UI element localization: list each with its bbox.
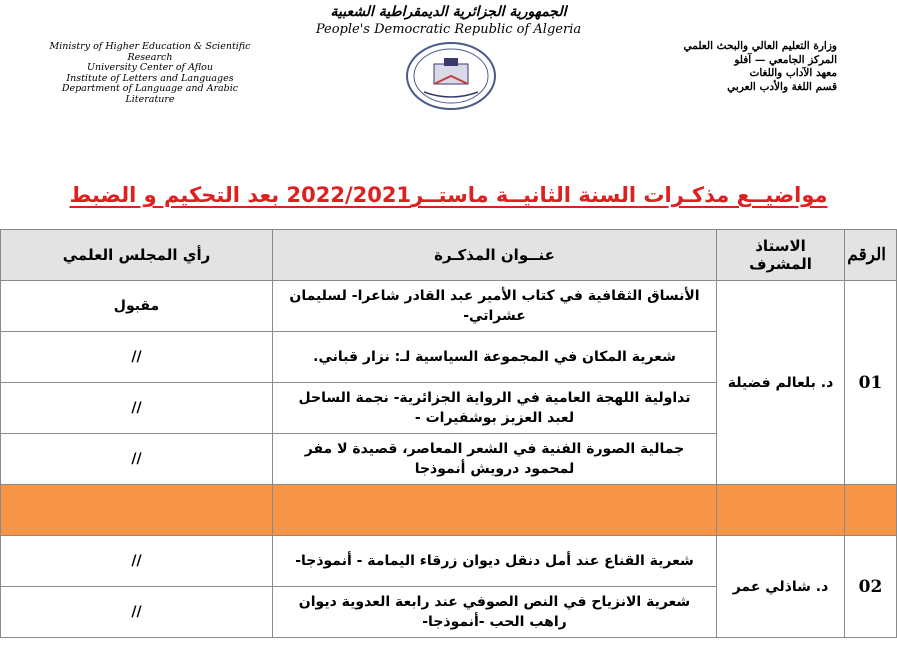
- topic-title: شعرية الانزياح في النص الصوفي عند رابعة العدوية ديوان راهب الحب -أنموذجا-: [273, 587, 717, 638]
- table-header-row: [1, 230, 897, 281]
- group-number: 01: [845, 281, 897, 485]
- council-opinion: //: [1, 383, 273, 434]
- republic-name-english: People's Democratic Republic of Algeria: [315, 22, 582, 37]
- institution-line: قسم اللغة والأدب العربي: [727, 80, 837, 93]
- separator-cell: [845, 485, 897, 536]
- institution-line: University Center of Aflou: [87, 62, 213, 74]
- supervisor-name: د. شاذلي عمر: [717, 536, 845, 638]
- institution-line: Research: [127, 51, 173, 63]
- header-opinion: رأي المجلس العلمي: [1, 230, 273, 281]
- topic-title: شعرية القناع عند أمل دنقل ديوان زرقاء اليمامة - أنموذجا-: [273, 536, 717, 587]
- header-number: الرقم: [845, 230, 897, 281]
- supervisor-name: د. بلعالم فضيلة: [717, 281, 845, 485]
- institution-line: Literature: [125, 93, 175, 105]
- institution-block-arabic: [617, 40, 837, 94]
- topic-title: شعرية المكان في المجموعة السياسية لـ: نزار قباني.: [273, 332, 717, 383]
- separator-row: [1, 485, 897, 536]
- council-opinion: //: [1, 587, 273, 638]
- council-opinion: //: [1, 332, 273, 383]
- council-opinion: //: [1, 536, 273, 587]
- header-supervisor: الاستاذ المشرف: [717, 230, 845, 281]
- institution-line: Institute of Letters and Languages: [66, 72, 234, 84]
- institution-line: معهد الآداب واللغات: [749, 67, 837, 80]
- separator-cell: [1, 485, 273, 536]
- separator-cell: [273, 485, 717, 536]
- university-logo: [404, 40, 498, 112]
- header-topic: عنــوان المذكـرة: [273, 230, 717, 281]
- group-number: 02: [845, 536, 897, 638]
- separator-cell: [717, 485, 845, 536]
- topic-title: تداولية اللهجة العامية في الرواية الجزائرية- نجمة الساحل لعبد العزيز بوشفيرات -: [273, 383, 717, 434]
- institution-line: Ministry of Higher Education & Scientific: [49, 41, 251, 52]
- thesis-topics-table: [0, 229, 897, 638]
- institution-line: وزارة التعليم العالي والبحث العلمي: [683, 40, 837, 52]
- table-row: [1, 536, 897, 587]
- institution-line: المركز الجامعي — آفلو: [734, 53, 837, 66]
- institution-block-english: [10, 42, 290, 106]
- document-title: مواضيــع مذكـرات السنة الثانيــة ماستــر2022/2021 بعد التحكيم و الضبط: [69, 183, 828, 207]
- council-opinion: //: [1, 434, 273, 485]
- topic-title: جمالية الصورة الفنية في الشعر المعاصر، قصيدة لا مفر لمحمود درويش أنموذجا: [273, 434, 717, 485]
- council-opinion: مقبول: [1, 281, 273, 332]
- topic-title: الأنساق الثقافية في كتاب الأمير عبد القادر شاعرا- لسليمان عشراتي-: [273, 281, 717, 332]
- institution-line: Department of Language and Arabic: [61, 83, 239, 95]
- republic-name-arabic: الجمهورية الجزائرية الديمقراطية الشعبية: [330, 4, 567, 20]
- table-row: [1, 281, 897, 332]
